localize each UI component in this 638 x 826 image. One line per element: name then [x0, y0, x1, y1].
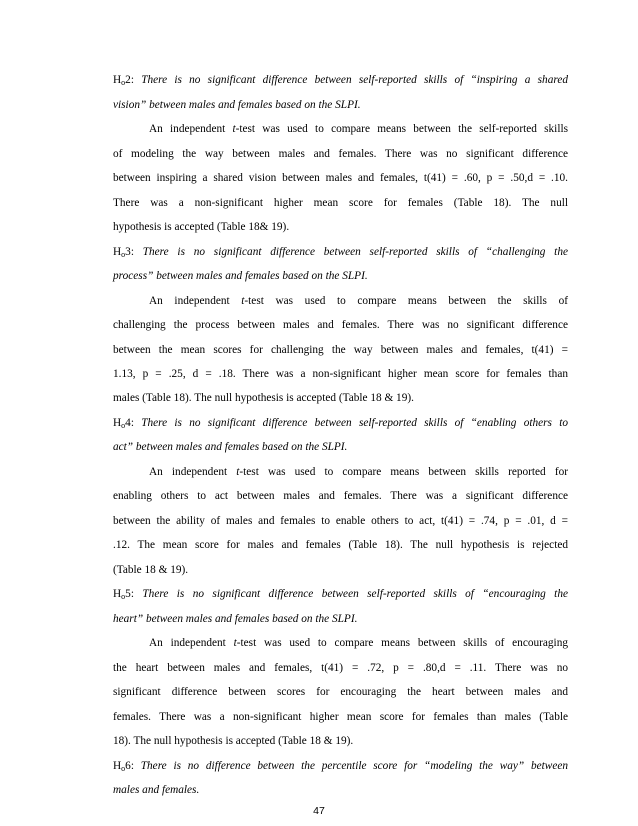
paragraph-4-line-2: enabling others to act between males and females. There was a significant difference — [113, 490, 568, 502]
paragraph-3-line-5: males (Table 18). The null hypothesis is accepted (Table 18 & 19). — [113, 392, 414, 404]
paragraph-4-line-1: An independent t-test was used to compare means between skills reported for — [149, 466, 568, 478]
hypothesis-3-line-2: process” between males and females based on the SLPI. — [113, 270, 368, 282]
paragraph-5-line-1: An independent t-test was used to compare means between skills of encouraging — [149, 637, 568, 649]
hypothesis-5-line-1: $H_o5$: There is no significant difference between self-reported skills of “encouraging the — [113, 588, 568, 601]
paragraph-5-line-4: females. There was a non-significant higher mean score for females than males (Table — [113, 711, 568, 723]
paragraph-2-line-1: An independent t-test was used to compare means between the self-reported skills — [149, 123, 568, 135]
paragraph-3-line-4: 1.13, p = .25, d = .18. There was a non-significant higher mean score for females than — [113, 368, 568, 380]
paragraph-5-line-2: the heart between males and females, t(41) = .72, p = .80,d = .11. There was no — [113, 662, 568, 674]
paragraph-5-line-5: 18). The null hypothesis is accepted (Table 18 & 19). — [113, 735, 354, 747]
paragraph-2-line-5: hypothesis is accepted (Table 18& 19). — [113, 221, 290, 233]
paragraph-4-line-3: between the ability of males and females to enable others to act, t(41) = .74, p = .01, d = — [113, 515, 568, 527]
hypothesis-6-line-2: males and females. — [113, 784, 200, 796]
paragraph-2-line-4: There was a non-significant higher mean score for females (Table 18). The null — [113, 197, 568, 209]
paragraph-2-line-3: between inspiring a shared vision between males and females, t(41) = .60, p = .50,d = .10. — [113, 172, 568, 184]
paragraph-3-line-3: between the mean scores for challenging the way between males and females, t(41) = — [113, 344, 568, 356]
hypothesis-3-line-1: $H_o3$: There is no significant difference between self-reported skills of “challenging the — [113, 246, 568, 259]
hypothesis-2-line-2: vision” between males and females based on the SLPI. — [113, 99, 361, 111]
hypothesis-5-line-2: heart” between males and females based on the SLPI. — [113, 613, 358, 625]
paragraph-4-line-4: .12. The mean score for males and females (Table 18). The null hypothesis is rejected — [113, 539, 568, 551]
paragraph-5-line-3: significant difference between scores for encouraging the heart between males and — [113, 686, 568, 698]
page-number: 47 — [313, 805, 325, 817]
paragraph-3-line-2: challenging the process between males and females. There was no significant difference — [113, 319, 568, 331]
paragraph-2-line-2: of modeling the way between males and females. There was no significant difference — [113, 148, 568, 160]
hypothesis-4-line-1: $H_o4$: There is no significant difference between self-reported skills of “enabling others to — [113, 417, 568, 430]
hypothesis-6-line-1: $H_o6$: There is no difference between the percentile score for “modeling the way” between — [113, 760, 568, 773]
paragraph-3-line-1: An independent t-test was used to compare means between the skills of — [149, 295, 568, 307]
paragraph-4-line-5: (Table 18 & 19). — [113, 564, 189, 576]
hypothesis-2-line-1: $H_o2$: There is no significant difference between self-reported skills of “inspiring a shared — [113, 74, 568, 87]
hypothesis-4-line-2: act” between males and females based on the SLPI. — [113, 441, 348, 453]
